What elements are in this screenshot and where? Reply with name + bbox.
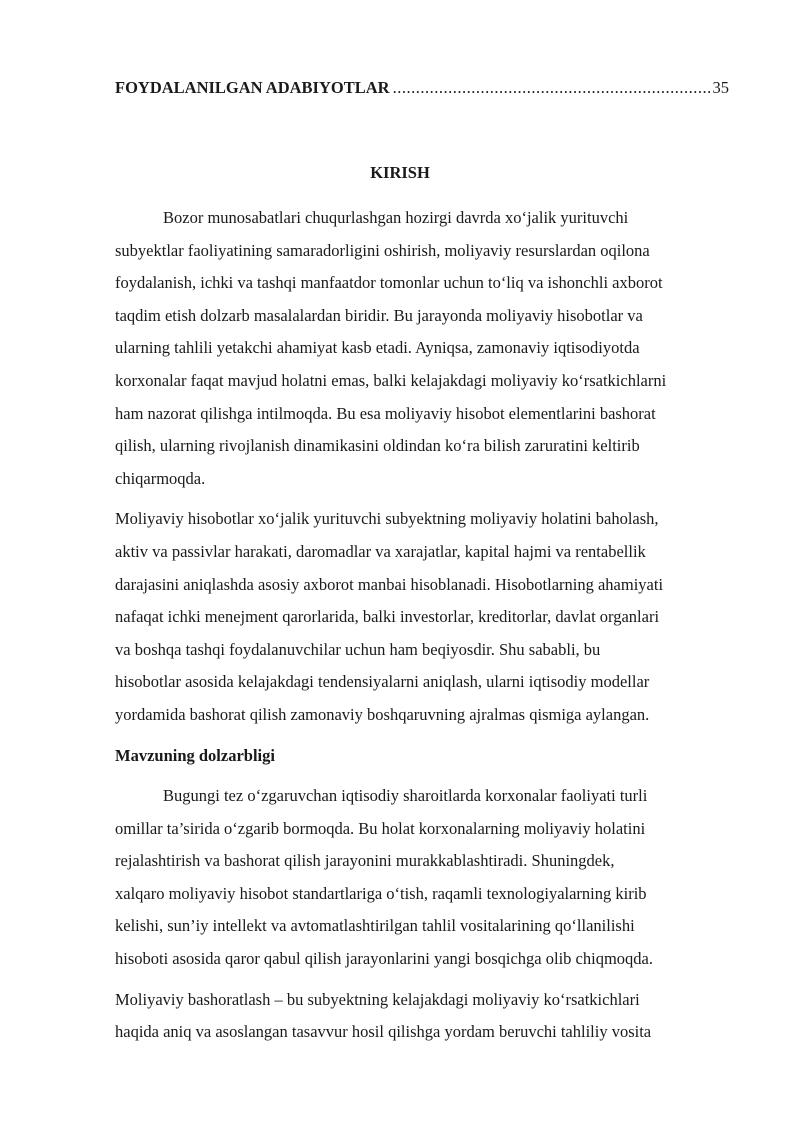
toc-entry-title: FOYDALANILGAN ADABIYOTLAR (115, 78, 390, 97)
paragraph-line: Bugungi tez o‘zgaruvchan iqtisodiy sharoitlarda korxonalar faoliyati turli (163, 786, 648, 806)
section-heading: KIRISH (370, 163, 430, 182)
paragraph-line: yordamida bashorat qilish zamonaviy boshqaruvning ajralmas qismiga aylangan. (115, 704, 650, 724)
paragraph-2 (115, 503, 735, 731)
paragraph-line: va boshqa tashqi foydalanuvchilar uchun ham beqiyosdir. Shu sababli, bu (115, 639, 601, 659)
paragraph-1 (115, 202, 735, 495)
paragraph-spacer (115, 976, 735, 984)
paragraph-line: qilish, ularning rivojlanish dinamikasini oldindan ko‘ra bilish zaruratini keltirib (115, 436, 640, 456)
paragraph-line: haqida aniq va asoslangan tasavvur hosil qilishga yordam beruvchi tahliliy vosita (115, 1022, 652, 1042)
paragraph-line: kelishi, sun’iy intellekt va avtomatlashtirilgan tahlil vositalarining qo‘llanilishi (115, 916, 635, 936)
paragraph-line: hisobotlar asosida kelajakdagi tendensiyalarni aniqlash, ularni iqtisodiy modellar (115, 672, 650, 692)
body-text (115, 202, 735, 1049)
paragraph-spacer (115, 495, 735, 503)
paragraph-line: rejalashtirish va bashorat qilish jarayonini murakkablashtiradi. Shuningdek, (115, 851, 615, 871)
paragraph-line: darajasini aniqlashda asosiy axborot manbai hisoblanadi. Hisobotlarning ahamiyati (115, 574, 664, 594)
toc-leader-dots (393, 76, 710, 100)
paragraph-line: aktiv va passivlar harakati, daromadlar va xarajatlar, kapital hajmi va rentabellik (115, 541, 646, 561)
paragraph-line: omillar ta’sirida o‘zgarib bormoqda. Bu holat korxonalarning moliyaviy holatini (115, 818, 646, 838)
paragraph-line: hisoboti asosida qaror qabul qilish jarayonlarini yangi bosqichga olib chiqmoqda. (115, 949, 653, 969)
paragraph-line: foydalanish, ichki va tashqi manfaatdor tomonlar uchun to‘liq va ishonchli axborot (115, 273, 663, 293)
paragraph-line: Moliyaviy bashoratlash – bu subyektning kelajakdagi moliyaviy ko‘rsatkichlari (115, 989, 640, 1009)
toc-entry[interactable] (115, 76, 729, 100)
paragraph-line: ularning tahlili yetakchi ahamiyat kasb etadi. Ayniqsa, zamonaviy iqtisodiyotda (115, 338, 640, 358)
subsection-heading: Mavzuning dolzarbligi (115, 745, 275, 765)
paragraph-line: ham nazorat qilishga intilmoqda. Bu esa moliyaviy hisobot elementlarini bashorat (115, 403, 656, 423)
paragraph-line: Bozor munosabatlari chuqurlashgan hozirgi davrda xo‘jalik yurituvchi (163, 208, 629, 227)
paragraph-line: korxonalar faqat mavjud holatni emas, balki kelajakdagi moliyaviy ko‘rsatkichlarni (115, 370, 667, 390)
paragraph-line: chiqarmoqda. (115, 468, 206, 488)
paragraph-4 (115, 984, 735, 1049)
paragraph-3 (115, 780, 735, 976)
paragraph-line: subyektlar faoliyatining samaradorligini oshirish, moliyaviy resurslardan oqilona (115, 240, 650, 260)
paragraph-spacer (115, 772, 735, 780)
paragraph-line: taqdim etish dolzarb masalalardan biridir. Bu jarayonda moliyaviy hisobotlar va (115, 305, 643, 325)
paragraph-line: nafaqat ichki menejment qarorlarida, balki investorlar, kreditorlar, davlat organlari (115, 607, 660, 627)
paragraph-line: xalqaro moliyaviy hisobot standartlariga o‘tish, raqamli texnologiyalarning kirib (115, 883, 647, 903)
paragraph-line: Moliyaviy hisobotlar xo‘jalik yurituvchi subyektning moliyaviy holatini baholash, (115, 509, 659, 529)
paragraph-spacer (115, 732, 735, 740)
toc-entry-page-number: 35 (712, 78, 729, 97)
